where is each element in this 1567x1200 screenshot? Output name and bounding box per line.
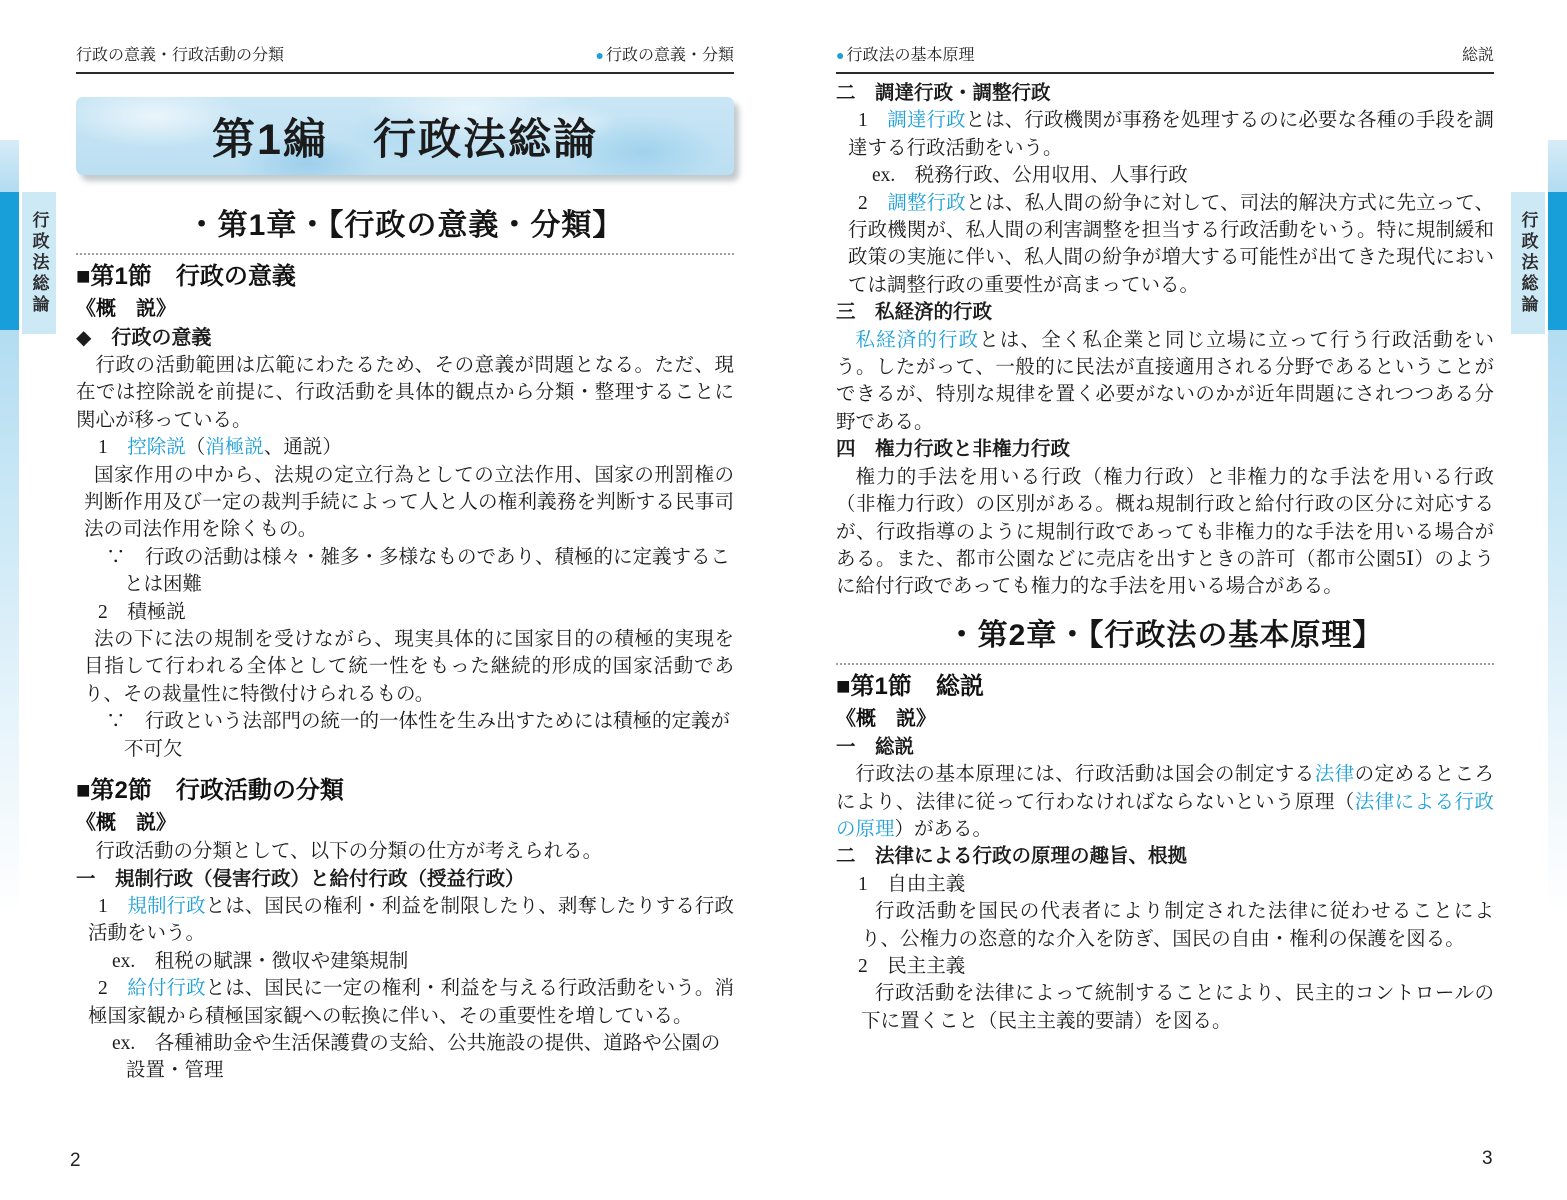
left-side-tab-label: 行政法総論	[22, 192, 56, 334]
left-header-right	[596, 42, 734, 65]
paragraph: 行政活動を国民の代表者により制定された法律に従わせることにより、公権力の恣意的な介入を防ぎ、国民の自由・権利の保護を図る。	[861, 901, 1494, 950]
left-page-header	[76, 42, 734, 74]
right-header-right-text: 総説	[1461, 47, 1494, 64]
numbered-item: 1 調達行政とは、行政機関が事務を処理するのに必要な各種の手段を調達する行政活動をいう。	[848, 110, 1494, 159]
left-page-number: 2	[70, 1150, 81, 1171]
numbered-item: 2 積極説	[98, 601, 186, 623]
left-page-content	[76, 205, 734, 1085]
overview-label: 《概 説》	[76, 812, 176, 835]
section-2-1-heading: ■第1節 総説	[836, 672, 984, 700]
because-note: ∵ 行政の活動は様々・雑多・多様なものであり、積極的に定義することは困難	[106, 546, 731, 596]
group-heading: 四 権力行政と非権力行政	[836, 439, 1071, 461]
group-heading: 二 法律による行政の原理の趣旨、根拠	[836, 846, 1188, 868]
group-heading: 一 規制行政（侵害行政）と給付行政（授益行政）	[76, 868, 525, 890]
right-side-tab-label: 行政法総論	[1511, 192, 1545, 334]
left-edge-blue-tab	[0, 192, 19, 330]
paragraph: 私経済的行政とは、全く私企業と同じ立場に立って行う行政活動をいう。したがって、一般的に民法が直接適用される分野であるということができるが、特別な規律を置く必要がないのかが近年問題にされつつある分野である。	[836, 329, 1494, 433]
paragraph: 法の下に法の規制を受けながら、現実具体的に国家目的の積極的実現を目指して行われる全体として統一性をもった継続的形成的国家活動であり、その裁量性に特徴付けられるもの。	[84, 629, 734, 705]
example-note: ex. 税務行政、公用収用、人事行政	[872, 165, 1188, 187]
overview-label: 《概 説》	[76, 298, 176, 320]
chapter-2-heading: ・第2章・【行政法の基本原理】	[836, 615, 1494, 665]
part-title: 第1編 行政法総論	[212, 115, 598, 164]
paragraph: 権力的手法を用いる行政（権力行政）と非権力的な手法を用いる行政（非権力行政）の区別がある。概ね規制行政と給付行政の区分に対応するが、行政指導のように規制行政であっても非権力的な手法を用いる場合がある。また、都市公園などに売店を出すときの許可（都市公園5Ⅰ）のように給付行政であっても権力的な手法を用いる場合がある。	[836, 466, 1494, 598]
right-page-content	[836, 80, 1494, 1035]
section-1-2-heading: ■第2節 行政活動の分類	[76, 777, 344, 805]
right-edge-blue-tab	[1548, 192, 1567, 330]
overview-label: 《概 説》	[836, 707, 936, 730]
numbered-item: 2 給付行政とは、国民に一定の権利・利益を与える行政活動をいう。消極国家観から積極国家観への転換に伴い、その重要性を増している。	[88, 978, 734, 1027]
right-page-number: 3	[1482, 1148, 1493, 1169]
right-header-left-text: 行政法の基本原理	[846, 47, 975, 64]
right-page-header	[836, 42, 1494, 74]
group-heading: 二 調達行政・調整行政	[836, 83, 1051, 104]
numbered-item: 1 控除説（消極説、通説）	[98, 437, 342, 459]
paragraph: 行政活動を法律によって統制することにより、民主的コントロールの下に置くこと（民主主義的要請）を図る。	[861, 983, 1494, 1032]
section-1-1-heading: ■第1節 行政の意義	[76, 263, 296, 290]
blue-bullet-icon: ●	[836, 47, 845, 63]
paragraph: 行政の活動範囲は広範にわたるため、その意義が問題となる。ただ、現在では控除説を前提に、行政活動を具体的観点から分類・整理することに関心が移っている。	[76, 355, 734, 431]
group-heading: 一 総説	[836, 736, 915, 758]
paragraph: 国家作用の中から、法規の定立行為としての立法作用、国家の刑罰権の判断作用及び一定の裁判手続によって人と人の権利義務を判断する民事司法の司法作用を除くもの。	[84, 464, 734, 541]
numbered-item: 2 民主主義	[858, 955, 966, 977]
chapter-1-heading: ・第1章・【行政の意義・分類】	[76, 205, 734, 255]
blue-bullet-icon: ●	[595, 47, 604, 63]
numbered-item: 1 自由主義	[858, 873, 966, 895]
diamond-item-heading: ◆ 行政の意義	[76, 327, 212, 349]
example-note: ex. 各種補助金や生活保護費の支給、公共施設の提供、道路や公園の設置・管理	[112, 1032, 721, 1082]
paragraph: 行政法の基本原理には、行政活動は国会の制定する法律の定めるところにより、法律に従って行わなければならないという原理（法律による行政の原理）がある。	[836, 764, 1494, 840]
numbered-item: 1 規制行政とは、国民の権利・利益を制限したり、剥奪したりする行政活動をいう。	[88, 895, 734, 945]
left-header-text: 行政の意義・行政活動の分類	[76, 47, 285, 64]
left-header-right-text: 行政の意義・分類	[605, 47, 734, 64]
because-note: ∵ 行政という法部門の統一的一体性を生み出すためには積極的定義が不可欠	[106, 711, 731, 760]
right-header-left	[836, 42, 974, 65]
paragraph: 行政活動の分類として、以下の分類の仕方が考えられる。	[95, 841, 603, 863]
example-note: ex. 租税の賦課・徴収や建築規制	[112, 950, 409, 972]
numbered-item: 2 調整行政とは、私人間の紛争に対して、司法的解決方式に先立って、行政機関が、私人間の利害調整を担当する行政活動をいう。特に規制緩和政策の実施に伴い、私人間の紛争が増大する可能性が出てきた現代においては調整行政の重要性が高まっている。	[848, 192, 1494, 296]
part-title-banner	[76, 97, 734, 175]
group-heading: 三 私経済的行政	[836, 302, 993, 324]
